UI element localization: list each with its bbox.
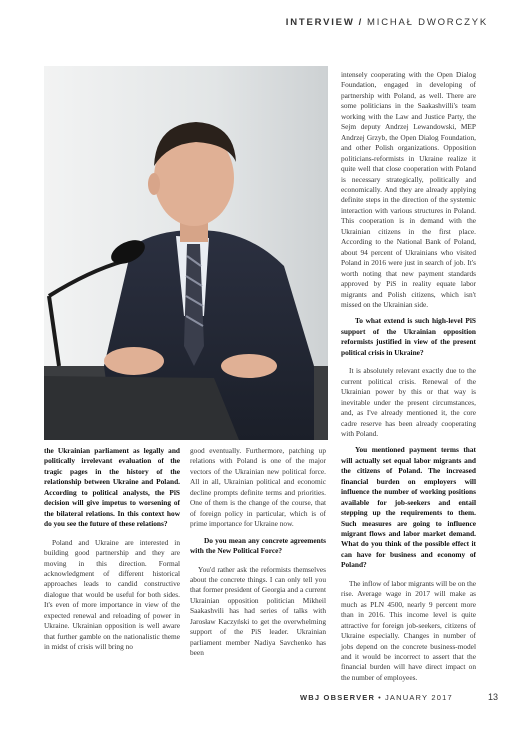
portrait-photo <box>44 66 328 440</box>
header-separator: / <box>358 17 364 28</box>
answer-paragraph: You'd rather ask the reformists themselves about the concrete things. I can only tell you that former president of Georgia and a current Ukrainian opposition politician Mikheil Saakashvili has had series of talks with Jarosław Kaczyński to get the overwhelming support of the PiS leader. Ukrainian parliament member Nadiya Savchenko has been <box>190 564 326 658</box>
page-footer <box>300 693 498 702</box>
question-paragraph: Do you mean any concrete agreements with the New Political Force? <box>190 535 326 556</box>
footer-bullet: • <box>378 693 382 702</box>
answer-paragraph: good eventually. Furthermore, patching up relations with Poland is one of the major vectors of the Ukrainian new political force. All in all, Ukrainian political and economic decline prompts definite terms and priorities. One of them is the change of the course, that of foreign policy in particular, which is of prime importance for Ukraine now. <box>190 446 326 529</box>
issue-date: JANUARY 2017 <box>384 693 453 702</box>
author-name: MICHAŁ DWORCZYK <box>367 17 488 28</box>
publication-name: WBJ OBSERVER <box>300 693 376 702</box>
question-paragraph: To what extend is such high-level PiS support of the Ukrainian opposition reformists justified in view of the present political crisis in Ukraine? <box>341 316 476 357</box>
page-header <box>286 17 488 28</box>
question-paragraph: the Ukrainian parliament as legally and politically irrelevant evaluation of the tragic pages in the history of the relationship between Ukraine and Poland. According to political analysts, the PiS decision will give impetus to worsening of the bilateral relations. In this context how do you see the future of these relations? <box>44 446 180 529</box>
column-left <box>44 446 180 659</box>
page-number: 13 <box>487 692 498 702</box>
section-label: INTERVIEW <box>285 17 355 28</box>
column-right <box>341 70 476 689</box>
column-middle <box>190 446 326 665</box>
question-paragraph: You mentioned payment terms that will actually set equal labor migrants and the citizens of Poland. The increased financial burden on employers will influence the number of working positions available for job-seekers and entail stepping up the requirements to them. Such measures are going to influence migrant flows and labor market demand. What do you think of the possible effect it can have for business and economy of Poland? <box>341 445 476 570</box>
portrait-photo-icon <box>44 66 328 440</box>
answer-paragraph: The inflow of labor migrants will be on the rise. Average wage in 2017 will make as much as PLN 4500, nearly 9 percent more than in 2016. This income level is quite attractive for foreign job-seekers, citizens of Ukraine especially. Changes in number of jobs depend on the concrete business-model and it would be incorrect to assert that the financial burden will have direct impact on the number of employees. <box>341 578 476 682</box>
answer-paragraph: Poland and Ukraine are interested in building good partnership and they are moving in this direction. Formal acknowledgment of different historical approaches leads to candid constructive dialogue that would be useful for both sides. It's even of more importance in view of the expected renewal and reloading of power in Ukraine. Ukrainian opposition is well aware that further gamble on the nationalistic theme in midst of crisis will bring no <box>44 537 180 652</box>
answer-paragraph: intensely cooperating with the Open Dialog Foundation, engaged in developing of partnership with Poland, as well. There are some politicians in the Saakashvilli's team working with the Law and Justice Party, the Sejm deputy Andrzej Lewandowski, MEP Andrzej Grzyb, the Open Dialog Foundation, and other Polish organizations. Opposition politicians-reformists in Ukraine realize it quite well that close cooperation with Poland is necessary strategically, politically and economically. And they are already applying definite steps in the direction of the systemic interaction with various structures in Poland. This cooperation is in demand with the Ukrainian citizens in the first place. According to the National Bank of Poland, about 94 percent of Ukrainians who visited Poland in 2016 were just in search of job. It's worth noting that new payment standards approved by PiS in reality equate labor migrants and Polish citizens, which isn't missed on the Ukrainian side. <box>341 70 476 309</box>
answer-paragraph: It is absolutely relevant exactly due to the current political crisis. Renewal of the Ukrainian power by this or that way is inevitable under the present circumstances, and, as I've already mentioned it, the core cadre reserve has been already cooperating with Poland. <box>341 366 476 438</box>
